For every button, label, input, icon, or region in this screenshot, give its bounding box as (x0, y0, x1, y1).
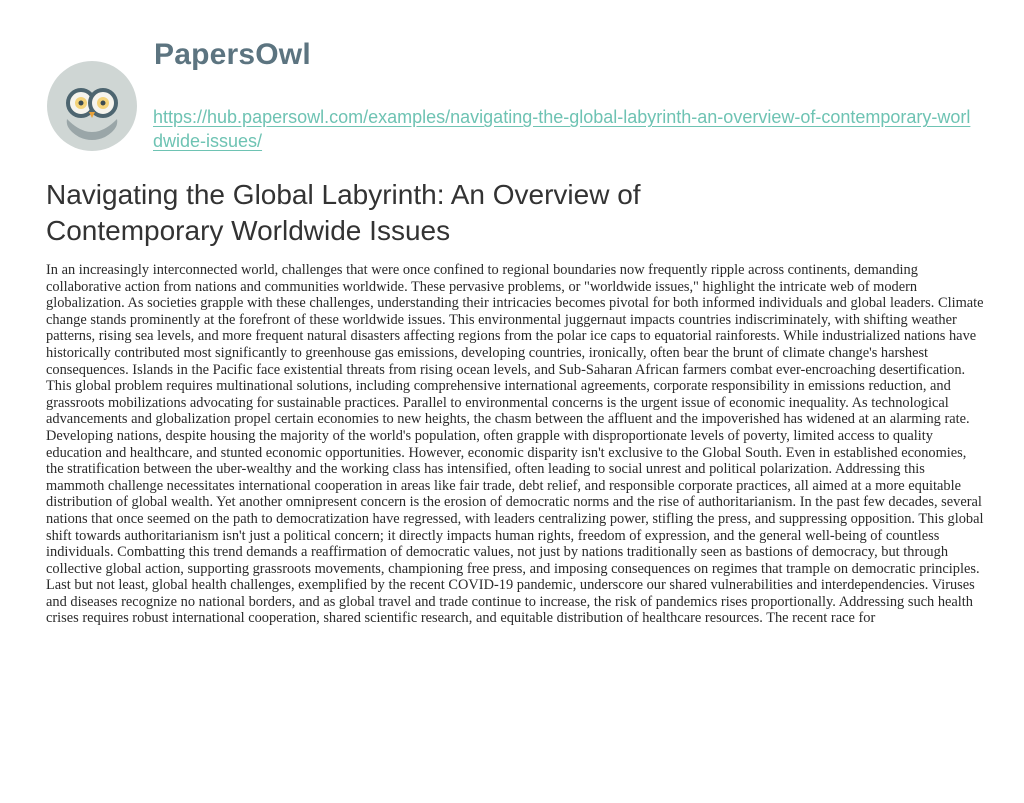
site-header (45, 38, 985, 158)
owl-logo-icon[interactable] (45, 59, 139, 153)
article-body: In an increasingly interconnected world, challenges that were once confined to regional boundaries now frequently ripple across continents, demanding collaborative action from nations and communities worldwide. These pervasive problems, or "worldwide issues," highlight the intricate web of modern globalization. As societies grapple with these challenges, understanding their intricacies becomes pivotal for both informed individuals and global leaders. Climate change stands prominently at the forefront of these worldwide issues. This environmental juggernaut impacts countries indiscriminately, with shifting weather patterns, rising sea levels, and more frequent natural disasters affecting regions from the polar ice caps to equatorial rainforests. While industrialized nations have historically contributed most significantly to greenhouse gas emissions, developing countries, ironically, often bear the brunt of climate change's harshest consequences. Islands in the Pacific face existential threats from rising ocean levels, and Sub-Saharan African farmers combat ever-encroaching desertification. This global problem requires multinational solutions, including comprehensive international agreements, corporate responsibility in emissions reduction, and grassroots mobilizations advocating for sustainable practices. Parallel to environmental concerns is the urgent issue of economic inequality. As technological advancements and globalization propel certain economies to new heights, the chasm between the affluent and the impoverished has widened at an alarming rate. Developing nations, despite housing the majority of the world's population, often grapple with disproportionate levels of poverty, limited access to quality education and healthcare, and stunted economic opportunities. However, economic disparity isn't exclusive to the Global South. Even in established economies, the stratification between the uber-wealthy and the working class has intensified, often leading to social unrest and political polarization. Addressing this mammoth challenge necessitates international cooperation in areas like fair trade, debt relief, and responsible corporate practices, all aimed at a more equitable distribution of global wealth. Yet another omnipresent concern is the erosion of democratic norms and the rise of authoritarianism. In the past few decades, several nations that once seemed on the path to democratization have regressed, with leaders centralizing power, stifling the press, and suppressing opposition. This global shift towards authoritarianism isn't just a political concern; it directly impacts human rights, freedom of expression, and the general well-being of countless individuals. Combatting this trend demands a reaffirmation of democratic values, not just by nations traditionally seen as bastions of democracy, but through collective global action, supporting grassroots movements, championing free press, and imposing consequences on regimes that trample on democratic principles. Last but not least, global health challenges, exemplified by the recent COVID-19 pandemic, underscore our shared vulnerabilities and interdependencies. Viruses and diseases recognize no national borders, and as global travel and trade continue to increase, the risk of pandemics rises proportionally. Addressing such health crises requires robust international cooperation, shared scientific research, and equitable distribution of healthcare resources. The recent race for (46, 262, 984, 627)
brand-name[interactable]: PapersOwl (154, 38, 311, 71)
article-title: Navigating the Global Labyrinth: An Overview of Contemporary Worldwide Issues (46, 179, 641, 246)
source-url-link[interactable]: https://hub.papersowl.com/examples/navigating-the-global-labyrinth-an-overview-of-contemporary-worldwide-issues/ (153, 107, 971, 151)
